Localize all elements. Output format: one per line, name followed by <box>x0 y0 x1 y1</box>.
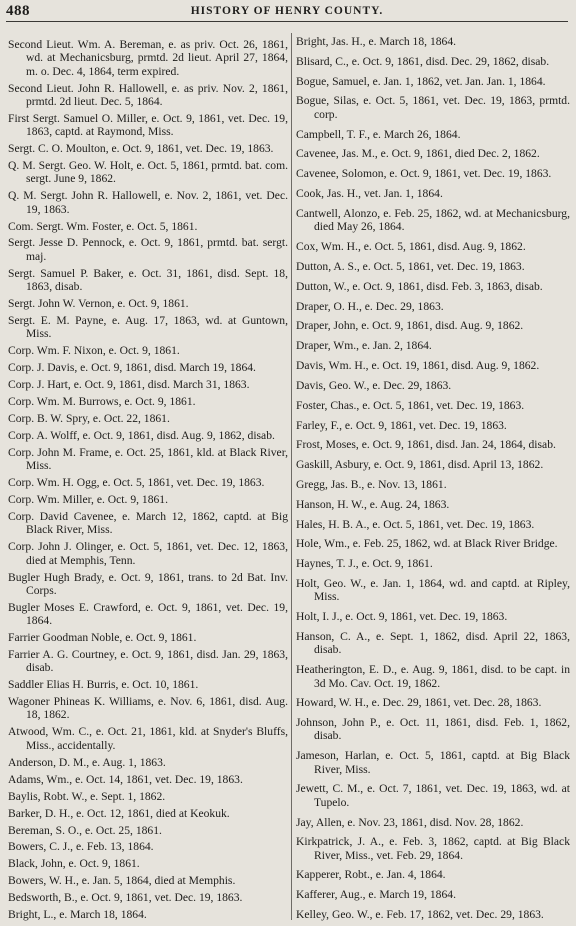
running-title: HISTORY OF HENRY COUNTY. <box>190 5 384 17</box>
roster-entry: Corp. Wm. F. Nixon, e. Oct. 9, 1861. <box>8 344 180 358</box>
roster-entry: Davis, Wm. H., e. Oct. 19, 1861, disd. Aug. 9, 1862. <box>296 359 540 373</box>
roster-entry: Draper, John, e. Oct. 9, 1861, disd. Aug. 9, 1862. <box>296 319 524 333</box>
roster-entry: Barker, D. H., e. Oct. 12, 1861, died at Keokuk. <box>8 806 230 820</box>
roster-entry: Corp. J. Davis, e. Oct. 9, 1861, disd. March 19, 1864. <box>8 361 256 375</box>
roster-entry: Corp. Wm. H. Ogg, e. Oct. 5, 1861, vet. Dec. 19, 1863. <box>8 476 265 490</box>
page-header <box>6 3 568 22</box>
roster-entry: Second Lieut. Wm. A. Bereman, e. as priv. Oct. 26, 1861, wd. at Mechanicsburg, prmtd. 2d lieut. April 27, 1864, m. o. Dec. 4, 1864, term expired. <box>8 38 288 78</box>
roster-entry: Corp. John J. Olinger, e. Oct. 5, 1861, vet. Dec. 12, 1863, died at Memphis, Tenn. <box>8 540 288 567</box>
roster-entry: Corp. David Cavenee, e. March 12, 1862, captd. at Big Black River, Miss. <box>8 510 288 537</box>
roster-entry: Corp. Wm. M. Burrows, e. Oct. 9, 1861. <box>8 395 196 409</box>
roster-entry: Cavenee, Jas. M., e. Oct. 9, 1861, died Dec. 2, 1862. <box>296 147 540 161</box>
roster-entry: Sergt. C. O. Moulton, e. Oct. 9, 1861, vet. Dec. 19, 1863. <box>8 142 274 156</box>
roster-entry: Hole, Wm., e. Feb. 25, 1862, wd. at Black River Bridge. <box>296 537 558 551</box>
roster-entry: Hanson, C. A., e. Sept. 1, 1862, disd. April 22, 1863, disab. <box>296 630 570 657</box>
roster-entry: Holt, I. J., e. Oct. 9, 1861, vet. Dec. 19, 1863. <box>296 610 508 624</box>
roster-entry: Corp. John M. Frame, e. Oct. 25, 1861, kld. at Black River, Miss. <box>8 445 288 473</box>
roster-entry: Sergt. Samuel P. Baker, e. Oct. 31, 1861, disd. Sept. 18, 1863, disab. <box>8 266 288 293</box>
roster-entry: Gregg, Jas. B., e. Nov. 13, 1861. <box>296 477 447 491</box>
roster-entry: Draper, O. H., e. Dec. 29, 1863. <box>296 299 444 313</box>
roster-entry: Black, John, e. Oct. 9, 1861. <box>8 857 140 871</box>
column-divider <box>291 33 292 920</box>
roster-entry: Dutton, A. S., e. Oct. 5, 1861, vet. Dec. 19, 1863. <box>296 259 525 273</box>
roster-entry: Foster, Chas., e. Oct. 5, 1861, vet. Dec. 19, 1863. <box>296 398 525 412</box>
roster-entry: Jay, Allen, e. Nov. 23, 1861, disd. Nov. 28, 1862. <box>296 815 524 829</box>
roster-entry: Bright, L., e. March 18, 1864. <box>8 908 147 922</box>
roster-entry: Frost, Moses, e. Oct. 9, 1861, disd. Jan. 24, 1864, disab. <box>296 438 556 452</box>
roster-entry: Bowers, C. J., e. Feb. 13, 1864. <box>8 840 154 854</box>
left-column <box>8 38 288 922</box>
roster-entry: Farrier Goodman Noble, e. Oct. 9, 1861. <box>8 631 197 645</box>
roster-entry: Farley, F., e. Oct. 9, 1861, vet. Dec. 19, 1863. <box>296 418 507 432</box>
roster-entry: Jewett, C. M., e. Oct. 7, 1861, vet. Dec. 19, 1863, wd. at Tupelo. <box>296 782 570 809</box>
roster-entry: Adams, Wm., e. Oct. 14, 1861, vet. Dec. 19, 1863. <box>8 772 243 786</box>
roster-entry: Jameson, Harlan, e. Oct. 5, 1861, captd. at Big Black River, Miss. <box>296 749 570 776</box>
roster-entry: Campbell, T. F., e. March 26, 1864. <box>296 127 461 141</box>
roster-entry: Howard, W. H., e. Dec. 29, 1861, vet. Dec. 28, 1863. <box>296 696 542 710</box>
roster-entry: Dutton, W., e. Oct. 9, 1861, disd. Feb. 3, 1863, disab. <box>296 279 543 293</box>
roster-entry: Bereman, S. O., e. Oct. 25, 1861. <box>8 823 162 837</box>
roster-entry: Hanson, H. W., e. Aug. 24, 1863. <box>296 497 450 511</box>
roster-entry: Sergt. E. M. Payne, e. Aug. 17, 1863, wd. at Guntown, Miss. <box>8 313 288 341</box>
roster-entry: Kapperer, Robt., e. Jan. 4, 1864. <box>296 868 446 882</box>
roster-entry: Cavenee, Solomon, e. Oct. 9, 1861, vet. Dec. 19, 1863. <box>296 167 552 181</box>
roster-entry: Q. M. Sergt. Geo. W. Holt, e. Oct. 5, 1861, prmtd. bat. com. sergt. June 9, 1862. <box>8 159 288 186</box>
roster-entry: Bowers, W. H., e. Jan. 5, 1864, died at Memphis. <box>8 874 236 888</box>
roster-entry: Holt, Geo. W., e. Jan. 1, 1864, wd. and captd. at Ripley, Miss. <box>296 577 570 604</box>
page-number: 488 <box>6 3 30 19</box>
roster-entry: Corp. Wm. Miller, e. Oct. 9, 1861. <box>8 493 169 507</box>
roster-entry: Bogue, Silas, e. Oct. 5, 1861, vet. Dec. 19, 1863, prmtd. corp. <box>296 94 570 121</box>
roster-entry: Gaskill, Asbury, e. Oct. 9, 1861, disd. April 13, 1862. <box>296 458 544 472</box>
roster-entry: Bugler Hugh Brady, e. Oct. 9, 1861, trans. to 2d Bat. Inv. Corps. <box>8 570 288 597</box>
roster-entry: Sergt. Jesse D. Pennock, e. Oct. 9, 1861, prmtd. bat. sergt. maj. <box>8 236 288 263</box>
roster-entry: Bright, Jas. H., e. March 18, 1864. <box>296 35 457 48</box>
roster-entry: Cantwell, Alonzo, e. Feb. 25, 1862, wd. at Mechanicsburg, died May 26, 1864. <box>296 206 570 234</box>
roster-entry: Bedsworth, B., e. Oct. 9, 1861, vet. Dec. 19, 1863. <box>8 891 243 905</box>
roster-entry: Bugler Moses E. Crawford, e. Oct. 9, 1861, vet. Dec. 19, 1864. <box>8 600 288 628</box>
roster-entry: Cox, Wm. H., e. Oct. 5, 1861, disd. Aug. 9, 1862. <box>296 240 526 254</box>
roster-entry: Kelley, Geo. W., e. Feb. 17, 1862, vet. Dec. 29, 1863. <box>296 908 544 922</box>
roster-entry: Corp. B. W. Spry, e. Oct. 22, 1861. <box>8 411 170 425</box>
roster-entry: Draper, Wm., e. Jan. 2, 1864. <box>296 339 432 353</box>
roster-entry: Bogue, Samuel, e. Jan. 1, 1862, vet. Jan. Jan. 1, 1864. <box>296 74 546 88</box>
roster-entry: Kirkpatrick, J. A., e. Feb. 3, 1862, captd. at Big Black River, Miss., vet. Feb. 29, 1864. <box>296 835 570 862</box>
roster-entry: Davis, Geo. W., e. Dec. 29, 1863. <box>296 378 452 392</box>
roster-entry: Heatherington, E. D., e. Aug. 9, 1861, disd. to be capt. in 3d Mo. Cav. Oct. 19, 1862. <box>296 663 570 690</box>
roster-entry: Johnson, John P., e. Oct. 11, 1861, disd. Feb. 1, 1862, disab. <box>296 716 570 743</box>
roster-entry: Blisard, C., e. Oct. 9, 1861, disd. Dec. 29, 1862, disab. <box>296 54 550 68</box>
roster-entry: Corp. J. Hart, e. Oct. 9, 1861, disd. March 31, 1863. <box>8 378 250 392</box>
roster-entry: Hales, H. B. A., e. Oct. 5, 1861, vet. Dec. 19, 1863. <box>296 517 535 531</box>
roster-entry: Q. M. Sergt. John R. Hallowell, e. Nov. 2, 1861, vet. Dec. 19, 1863. <box>8 189 288 216</box>
roster-entry: Com. Sergt. Wm. Foster, e. Oct. 5, 1861. <box>8 219 198 233</box>
roster-entry: First Sergt. Samuel O. Miller, e. Oct. 9, 1861, vet. Dec. 19, 1863, captd. at Raymond, Miss. <box>8 111 288 139</box>
roster-entry: Haynes, T. J., e. Oct. 9, 1861. <box>296 557 433 571</box>
roster-entry: Atwood, Wm. C., e. Oct. 21, 1861, kld. at Snyder's Bluffs, Miss., accidentally. <box>8 725 288 752</box>
roster-entry: Second Lieut. John R. Hallowell, e. as priv. Nov. 2, 1861, prmtd. 2d lieut. Dec. 5, 1864. <box>8 81 288 108</box>
roster-entry: Farrier A. G. Courtney, e. Oct. 9, 1861, disd. Jan. 29, 1863, disab. <box>8 647 288 675</box>
right-column <box>296 35 570 922</box>
roster-entry: Wagoner Phineas K. Williams, e. Nov. 6, 1861, disd. Aug. 18, 1862. <box>8 695 288 722</box>
roster-entry: Saddler Elias H. Burris, e. Oct. 10, 1861. <box>8 678 199 692</box>
roster-entry: Sergt. John W. Vernon, e. Oct. 9, 1861. <box>8 296 189 310</box>
roster-entry: Anderson, D. M., e. Aug. 1, 1863. <box>8 755 166 769</box>
roster-entry: Kafferer, Aug., e. March 19, 1864. <box>296 888 456 902</box>
roster-entry: Cook, Jas. H., vet. Jan. 1, 1864. <box>296 187 443 201</box>
roster-entry: Corp. A. Wolff, e. Oct. 9, 1861, disd. Aug. 9, 1862, disab. <box>8 428 275 442</box>
roster-entry: Baylis, Robt. W., e. Sept. 1, 1862. <box>8 789 166 803</box>
